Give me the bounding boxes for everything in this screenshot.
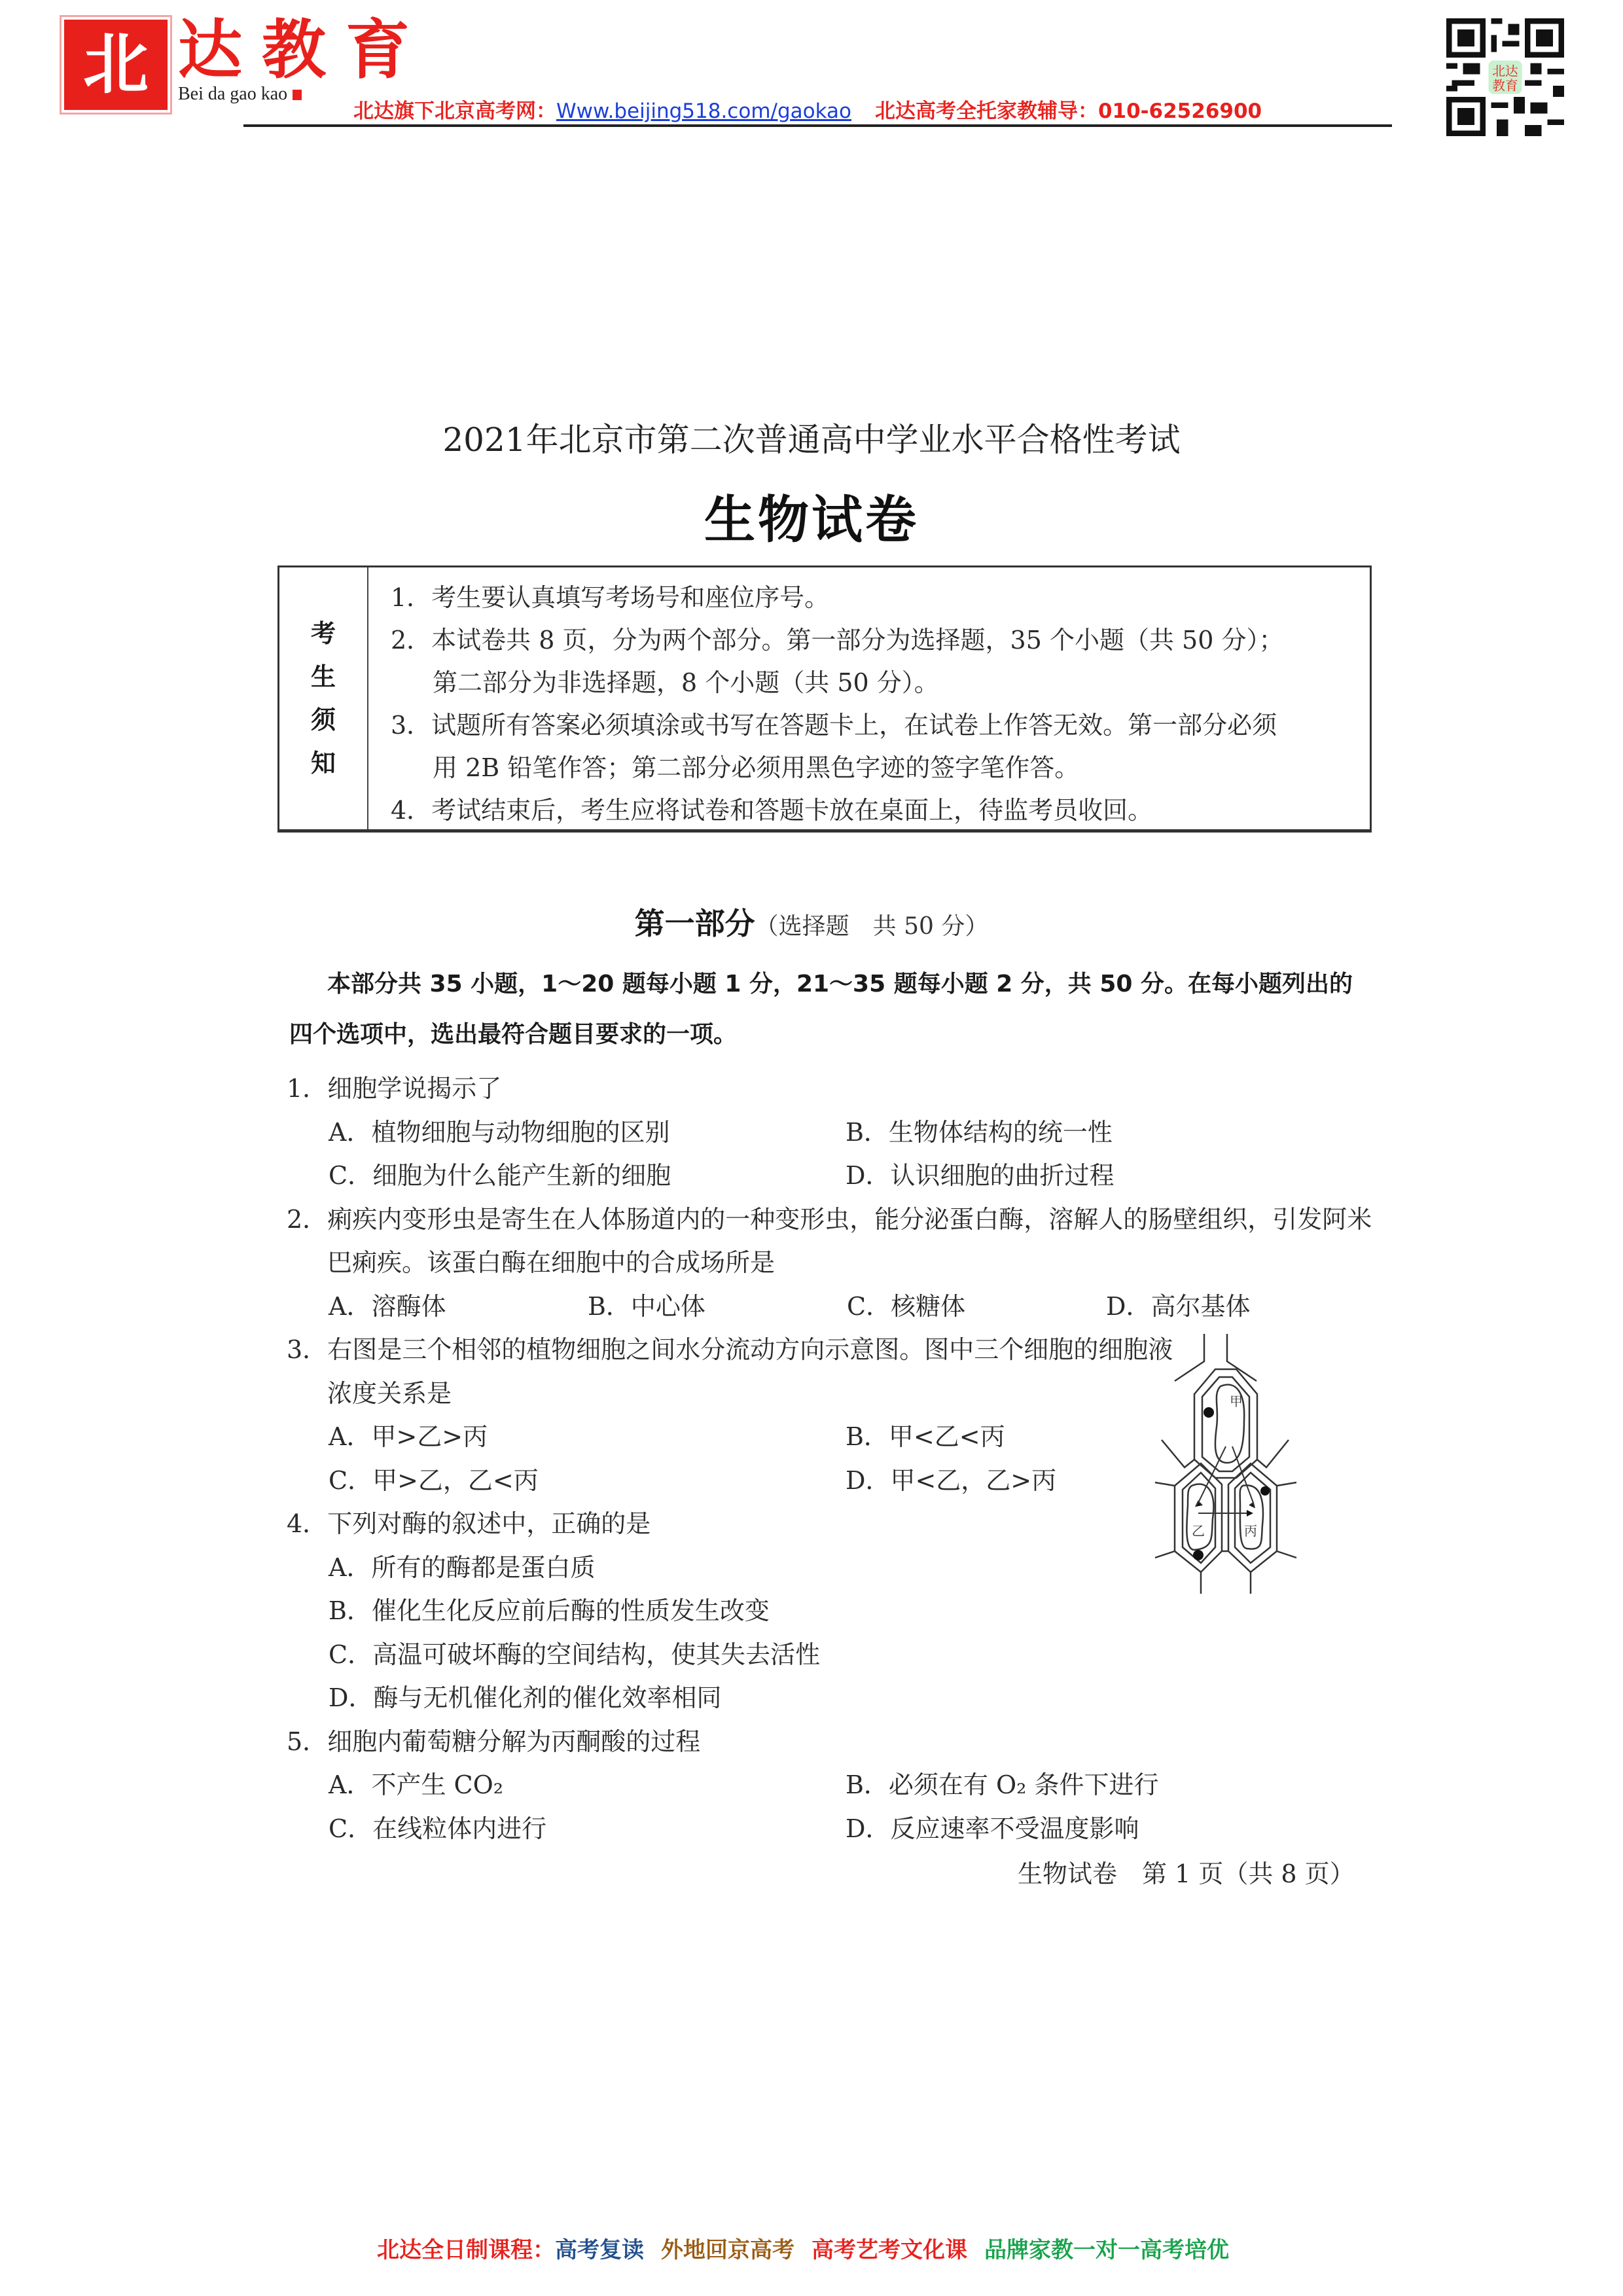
- header-links: [353, 94, 1262, 124]
- question-stem: [287, 1328, 1178, 1415]
- question-text: 下列对酶的叙述中，正确的是: [327, 1509, 651, 1538]
- cell-label-yi: 乙: [1192, 1523, 1205, 1539]
- svg-text:北达: 北达: [1492, 63, 1518, 79]
- notice-line: 2．本试卷共 8 页，分为两个部分。第一部分为选择题，35 个小题（共 50 分）；: [391, 626, 1284, 655]
- logo-subtitle-text: Bei da gao kao: [178, 84, 288, 104]
- logo-seal: 北: [64, 20, 168, 110]
- banner-item: 外地回京高考: [661, 2237, 794, 2263]
- option-d: D．反应速率不受温度影响: [846, 1814, 1139, 1843]
- option-group: [287, 1111, 1380, 1198]
- question-text: 痢疾内变形虫是寄生在人体肠道内的一种变形虫，能分泌蛋白酶，溶解人的肠壁组织，引发阿米巴痢疾。该蛋白酶在细胞中的合成场所是: [327, 1204, 1372, 1277]
- question-text: 细胞学说揭示了: [327, 1074, 502, 1103]
- option-a: A．不产生 CO₂: [329, 1770, 503, 1799]
- option-b: B．催化生化反应前后酶的性质发生改变: [329, 1596, 770, 1625]
- site-label: 北达旗下北京高考网：: [353, 99, 556, 123]
- notice-line: 第二部分为非选择题，8 个小题（共 50 分）。: [433, 668, 939, 697]
- notice-box: [277, 565, 1372, 833]
- logo-subtitle: [178, 84, 302, 105]
- question-stem: [287, 1198, 1380, 1285]
- option-d: D．酶与无机催化剂的催化效率相同: [329, 1683, 722, 1712]
- exam-title: 2021年北京市第二次普通高中学业水平合格性考试: [442, 421, 1181, 459]
- svg-text:教育: 教育: [1492, 78, 1518, 94]
- site-url-link[interactable]: Www.beijing518.com/gaokao: [556, 99, 851, 123]
- option-b: B．甲<乙<丙: [846, 1422, 1005, 1451]
- notice-line: 4．考试结束后，考生应将试卷和答题卡放在桌面上，待监考员收回。: [391, 796, 1153, 825]
- option-group: [287, 1763, 1380, 1850]
- notice-label-char: 生: [310, 662, 336, 691]
- option-b: B．必须在有 O₂ 条件下进行: [846, 1770, 1159, 1799]
- section-header: [0, 900, 1623, 943]
- banner-item: 北达全日制课程：: [377, 2237, 555, 2263]
- question-text: 细胞内葡萄糖分解为丙酮酸的过程: [327, 1727, 701, 1756]
- notice-line: 用 2B 铅笔作答；第二部分必须用黑色字迹的签字笔作答。: [433, 753, 1080, 782]
- question-number: 4．: [287, 1509, 328, 1538]
- option-c: C．核糖体: [847, 1291, 966, 1321]
- banner-item: 高考复读: [555, 2237, 644, 2263]
- notice-label-char: 须: [310, 706, 336, 734]
- notice-line: 3．试题所有答案必须填涂或书写在答题卡上，在试卷上作答无效。第一部分必须: [391, 711, 1277, 740]
- option-d: D．认识细胞的曲折过程: [846, 1161, 1115, 1190]
- notice-body: [391, 577, 1357, 832]
- option-a: A．植物细胞与动物细胞的区别: [329, 1117, 670, 1147]
- cell-walls: [1155, 1334, 1296, 1594]
- option-b: B．生物体结构的统一性: [846, 1117, 1113, 1147]
- option-b: B．中心体: [588, 1291, 705, 1321]
- section-instructions: 本部分共 35 小题，1～20 题每小题 1 分，21～35 题每小题 2 分，共 50 分。在每小题列出的四个选项中，选出最符合题目要求的一项。: [289, 971, 1353, 1048]
- question-number: 2．: [287, 1204, 328, 1234]
- water-flow-arrows: [1196, 1446, 1255, 1516]
- section-subtitle: （选择题 共 50 分）: [755, 913, 989, 940]
- option-a: A．所有的酶都是蛋白质: [329, 1552, 596, 1582]
- option-d: D．甲<乙，乙>丙: [846, 1465, 1057, 1495]
- bottom-banner: [0, 2232, 1623, 2264]
- question-stem: [287, 1720, 1380, 1764]
- option-c: C．细胞为什么能产生新的细胞: [329, 1161, 671, 1190]
- page-number: 生物试卷 第 1 页（共 8 页）: [1018, 1859, 1355, 1888]
- plant-cell-diagram: [1149, 1329, 1332, 1597]
- question: [287, 1720, 1380, 1851]
- logo-name: 达教育: [178, 12, 430, 88]
- notice-line: 1．考生要认真填写考场号和座位序号。: [391, 583, 830, 612]
- cell-label-jia: 甲: [1230, 1393, 1243, 1409]
- question-number: 1．: [287, 1074, 328, 1103]
- cell-label-bing: 丙: [1244, 1523, 1257, 1539]
- tutor-label: 北达高考全托家教辅导：010-62526900: [874, 99, 1262, 123]
- question-stem: [287, 1067, 1380, 1111]
- qr-code-icon: [1446, 18, 1564, 136]
- logo-square-icon: [293, 90, 302, 100]
- notice-label-char: 考: [310, 619, 336, 648]
- question-number: 5．: [287, 1727, 328, 1756]
- option-group: [287, 1415, 1179, 1502]
- notice-label-char: 知: [310, 749, 336, 778]
- question: [287, 1067, 1380, 1198]
- question-text: 右图是三个相邻的植物细胞之间水分流动方向示意图。图中三个细胞的细胞液浓度关系是: [327, 1335, 1173, 1408]
- option-d: D．高尔基体: [1106, 1291, 1251, 1321]
- subject-title: 生物试卷: [704, 491, 919, 550]
- banner-item: 高考艺考文化课: [812, 2237, 967, 2263]
- question: [287, 1198, 1380, 1329]
- question-number: 3．: [287, 1335, 328, 1364]
- notice-label: [279, 567, 368, 829]
- option-group: [287, 1285, 1380, 1329]
- option-c: C．在线粒体内进行: [329, 1814, 547, 1843]
- option-c: C．甲>乙，乙<丙: [329, 1465, 539, 1495]
- option-c: C．高温可破坏酶的空间结构，使其失去活性: [329, 1640, 821, 1669]
- banner-item: 品牌家教一对一高考培优: [984, 2237, 1229, 2263]
- section-title: 第一部分: [634, 906, 755, 941]
- option-a: A．甲>乙>丙: [329, 1422, 488, 1451]
- option-a: A．溶酶体: [329, 1291, 446, 1321]
- header-divider: [243, 124, 1392, 127]
